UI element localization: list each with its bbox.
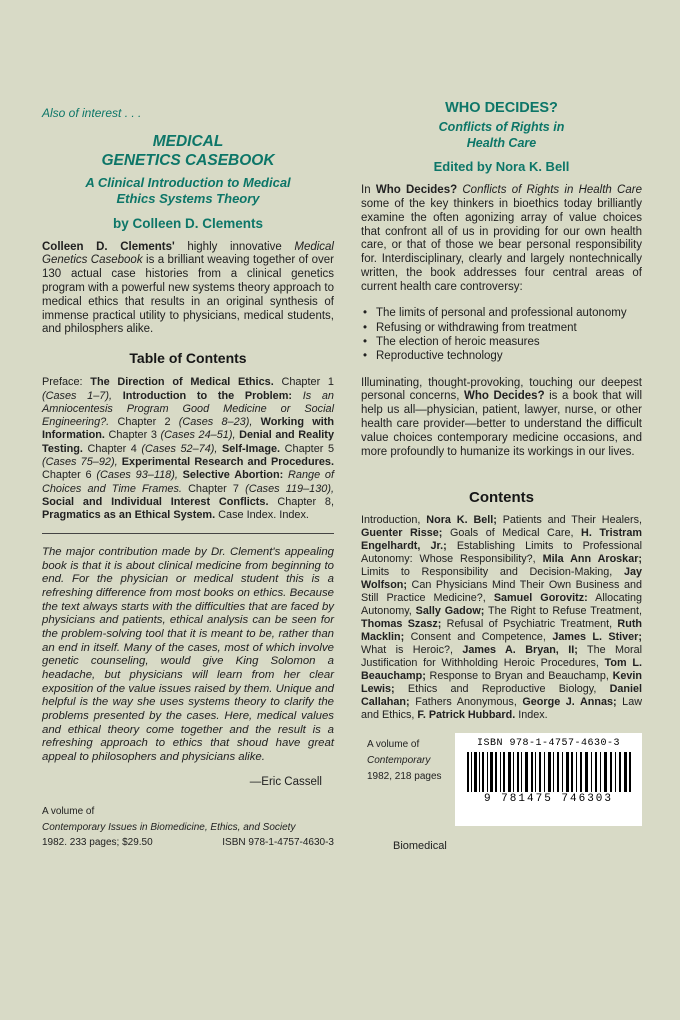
also-of-interest-label: Also of interest . . . [42,106,142,120]
left-column [42,106,334,851]
right-publication-info [361,733,442,826]
toc-heading: Table of Contents [129,350,247,367]
right-book-editor: Edited by Nora K. Bell [433,159,570,175]
toc-paragraph: Preface: The Direction of Medical Ethics. Chapter 1 (Cases 1–7), Introduction to the Problem: Is an Amniocentesis Program Good Medicine or Social Engineering?. Chapter 2 (Cases 8–23), Working with Information. Chapter 3 (Cases 24–51), Denial and Reality Testing. Chapter 4 (Cases 52–74), Self-Image. Chapter 5 (Cases 75–92), Experimental Research and Procedures. Chapter 6 (Cases 93–118), Selective Abortion: Range of Choices and Time Frames. Chapter 7 (Cases 119–130), Social and Individual Interest Conflicts. Chapter 8, Pragmatics as an Ethical System. Case Index. Index. [42,376,335,522]
bullet-item: • The election of heroic measures [363,335,642,349]
bullet-item: • Reproductive technology [363,349,642,363]
barcode-icon [465,752,633,792]
right-volume-label: A volume of [367,738,420,750]
right-book-subtitle: Conflicts of Rights in Health Care [438,120,565,150]
left-book-author: by Colleen D. Clements [112,215,264,231]
right-book-title: WHO DECIDES? [445,100,558,116]
right-column [361,100,642,852]
barcode-isbn-text: ISBN 978-1-4757-4630-3 [476,737,621,749]
right-edition-info: 1982, 218 pages [367,770,442,782]
barcode-panel [455,733,642,826]
right-closing-paragraph: Illuminating, thought-provoking, touching our deepest personal concerns, Who Decides? is a book that will help us all—physician, patient, lawyer, nurse, or other health care provider—better to understand the difficult value choices contemporary medicine occasions, and more profoundly to humanize its workings in our lives. [361,376,642,458]
bullet-item: • The limits of personal and professional autonomy [363,306,642,320]
review-attribution: —Eric Cassell [249,776,322,789]
left-book-title-line2: GENETICS CASEBOOK [101,151,275,169]
right-intro-paragraph: In Who Decides? Conflicts of Rights in Health Care some of the key thinkers in bioethics today brilliantly examine the often agonizing array of value choices that confront all of us in providing for our own health care, or that of those we bear personal responsibility for. Interdisciplinary, clearly and largely nontechnically written, the book addresses four central areas of current health care controversy: [361,184,642,293]
left-isbn: ISBN 978-1-4757-4630-3 [222,837,334,849]
left-series-name: Contemporary Issues in Biomedicine, Ethics, and Society [42,821,296,833]
bullet-item: • Refusing or withdrawing from treatment [363,321,642,335]
contents-paragraph: Introduction, Nora K. Bell; Patients and Their Healers, Guenter Risse; Goals of Medical Care, H. Tristram Engelhardt, Jr.; Establishing Limits to Professional Autonomy: Whose Responsibility?, Mila Ann Aroskar; Limits to Responsibility and Decision-Making, Jay Wolfson; Can Physicians Mind Their Own Business and Still Practice Medicine?, Samuel Gorovitz: Allocating Autonomy, Sally Gadow; The Right to Refuse Treatment, Thomas Szasz; Refusal of Psychiatric Treatment, Ruth Macklin; Consent and Competence, James L. Stiver; What is Heroic?, James A. Bryan, II; The Moral Justification for Withholding Heroic Procedures, Tom L. Beauchamp; Response to Bryan and Beauchamp, Kevin Lewis; Ethics and Reproductive Biology, Daniel Callahan; Fathers Anonymous, George J. Annas; Law and Ethics, F. Patrick Hubbard. Index. [361,514,643,721]
left-book-title [42,133,334,170]
left-book-subtitle: A Clinical Introduction to Medical Ethics Systems Theory [85,175,291,207]
left-intro-paragraph: Colleen D. Clements' highly innovative Medical Genetics Casebook is a brilliant weaving together of over 130 actual case histories from a clinical genetics program with a powerful new systems theory approach to medical ethics that results in an original synthesis of immense practical utility to physicians, medical students, and philosphers alike. [42,240,334,336]
topic-bullet-list [363,306,642,364]
right-series-name: Contemporary [367,754,431,766]
divider [42,533,334,534]
right-bottom-row [361,733,642,826]
imprint-label: Biomedical [393,839,447,852]
left-edition-info: 1982. 233 pages; $29.50 [42,837,153,849]
left-publication-info [42,804,334,851]
contents-heading: Contents [469,489,534,507]
review-paragraph: The major contribution made by Dr. Clement's appealing book is that it is about clinical medicine from beginning to end. For the physician or medical student this is a refreshing difference from most books on ethics. Because the text always starts with the difficulties that are faced by physicians and patients, ethical analysis can be seen for the problem-solving tool that it is meant to be, rather than an end in itself. Many of the cases, most of which involve genetic counseling, would give King Solomon a headache, but physicians will learn from her clear exposition of the value issues raised by them. Unique and helpful is the way she uses systems theory to clarify the problems presented by the cases. Here, medical values and ethical theory come together and the result is a refreshing approach to ethics that shoud have great appeal to philosophers and physicians alike. [42,545,334,764]
left-book-title-line1: MEDICAL [152,133,224,150]
barcode-digits: 9 781475 746303 [483,792,614,805]
left-volume-label: A volume of [42,806,95,818]
